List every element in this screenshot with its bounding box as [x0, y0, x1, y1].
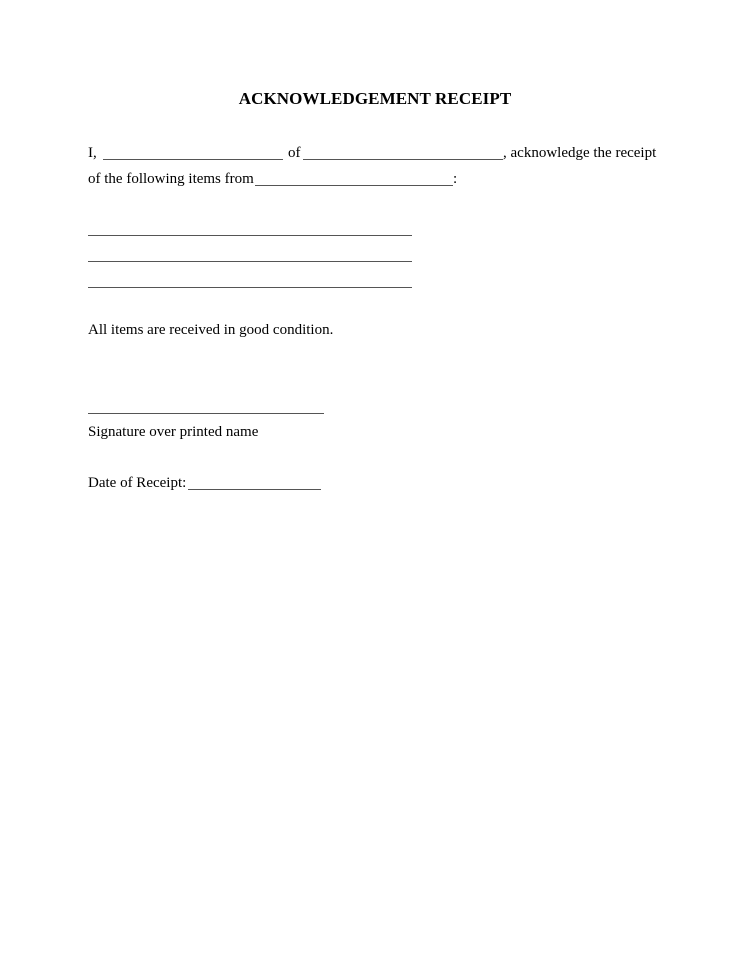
line2-suffix: :	[453, 171, 458, 187]
line1-suffix: , acknowledge the receipt	[503, 145, 657, 161]
signature-label: Signature over printed name	[88, 424, 259, 440]
sender-blank[interactable]	[255, 185, 453, 186]
item-line-2[interactable]	[88, 261, 412, 262]
item-line-3[interactable]	[88, 287, 412, 288]
line2-prefix: of the following items from	[88, 171, 254, 187]
recipient-organization-blank[interactable]	[303, 159, 503, 160]
recipient-name-blank[interactable]	[103, 159, 283, 160]
condition-statement: All items are received in good condition.	[88, 322, 334, 338]
date-blank[interactable]	[188, 489, 321, 490]
signature-blank[interactable]	[88, 413, 324, 414]
date-label: Date of Receipt:	[88, 475, 187, 491]
document-title: ACKNOWLEDGEMENT RECEIPT	[238, 89, 512, 108]
line1-middle: of	[288, 145, 301, 161]
item-line-1[interactable]	[88, 235, 412, 236]
line1-prefix: I,	[88, 145, 97, 161]
